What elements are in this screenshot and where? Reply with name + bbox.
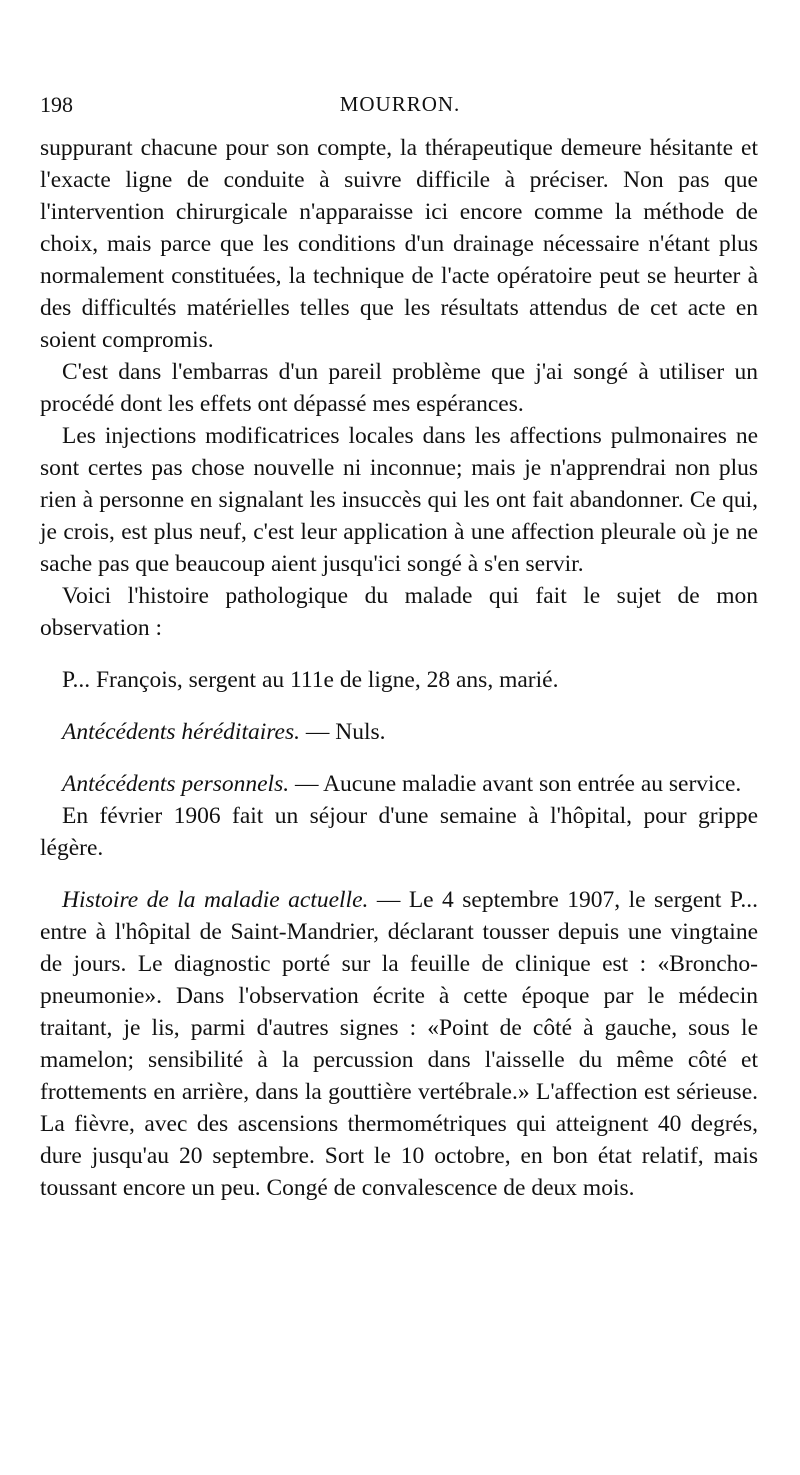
paragraph-grippe: En février 1906 fait un séjour d'une semaine à l'hôpital, pour grippe légère. <box>40 803 758 861</box>
paragraph-histoire-intro: Voici l'histoire pathologique du malade qui fait le sujet de mon observation : <box>40 583 758 641</box>
section-text: — Aucune maladie avant son entrée au service. <box>289 771 742 797</box>
paragraph-continuation: suppurant chacune pour son compte, la thérapeutique demeure hésitante et l'exacte ligne de conduite à suivre difficile à préciser. Non pas que l'intervention chirurgicale n'apparaisse ici encore comme la méthode de choix, mais parce que les conditions d'un drainage nécessaire n'étant plus normalement constituées, la technique de l'acte opératoire peut se heurter à des difficultés matérielles telles que les résultats attendus de cet acte en soient compromis. <box>40 135 758 353</box>
page-body <box>40 132 758 1204</box>
paragraph-injections: Les injections modificatrices locales dans les affections pulmonaires ne sont certes pas chose nouvelle ni inconnue; mais je n'apprendrai non plus rien à personne en signalant les insuccès qui les ont fait abandonner. Ce qui, je crois, est plus neuf, c'est leur application à une affection pleurale où je ne sache pas que beaucoup aient jusqu'ici songé à s'en servir. <box>40 423 758 577</box>
patient-line: P... François, sergent au 111e de ligne, 28 ans, marié. <box>62 667 559 693</box>
section-personnels <box>40 768 758 800</box>
paragraph-embarras: C'est dans l'embarras d'un pareil problème que j'ai songé à utiliser un procédé dont les effets ont dépassé mes espérances. <box>40 359 758 417</box>
section-text: — Nuls. <box>299 719 386 745</box>
section-hereditaires <box>40 716 758 748</box>
run-in-heading: Histoire de la maladie actuelle. <box>62 887 369 913</box>
section-histoire-maladie <box>40 884 758 1204</box>
section-text: — Le 4 septembre 1907, le sergent P... entre à l'hôpital de Saint-Mandrier, déclarant tousser depuis une vingtaine de jours. Le diagnostic porté sur la feuille de clinique est : «Broncho-pneumonie». Dans l'observation écrite à cette époque par le médecin traitant, je lis, parmi d'autres signes : «Point de côté à gauche, sous le mamelon; sensibilité à la percussion dans l'aisselle du même côté et frottements en arrière, dans la gouttière vertébrale.» L'affection est sérieuse. La fièvre, avec des ascensions thermométriques qui atteignent 40 degrés, dure jusqu'au 20 septembre. Sort le 10 octobre, en bon état relatif, mais toussant encore un peu. Congé de convalescence de deux mois. <box>40 887 758 1201</box>
run-in-heading: Antécédents personnels. <box>62 771 290 797</box>
run-in-heading: Antécédents héréditaires. <box>62 719 300 745</box>
running-title: MOURRON. <box>339 92 461 116</box>
page-header <box>40 92 760 122</box>
page-number: 198 <box>40 92 73 117</box>
